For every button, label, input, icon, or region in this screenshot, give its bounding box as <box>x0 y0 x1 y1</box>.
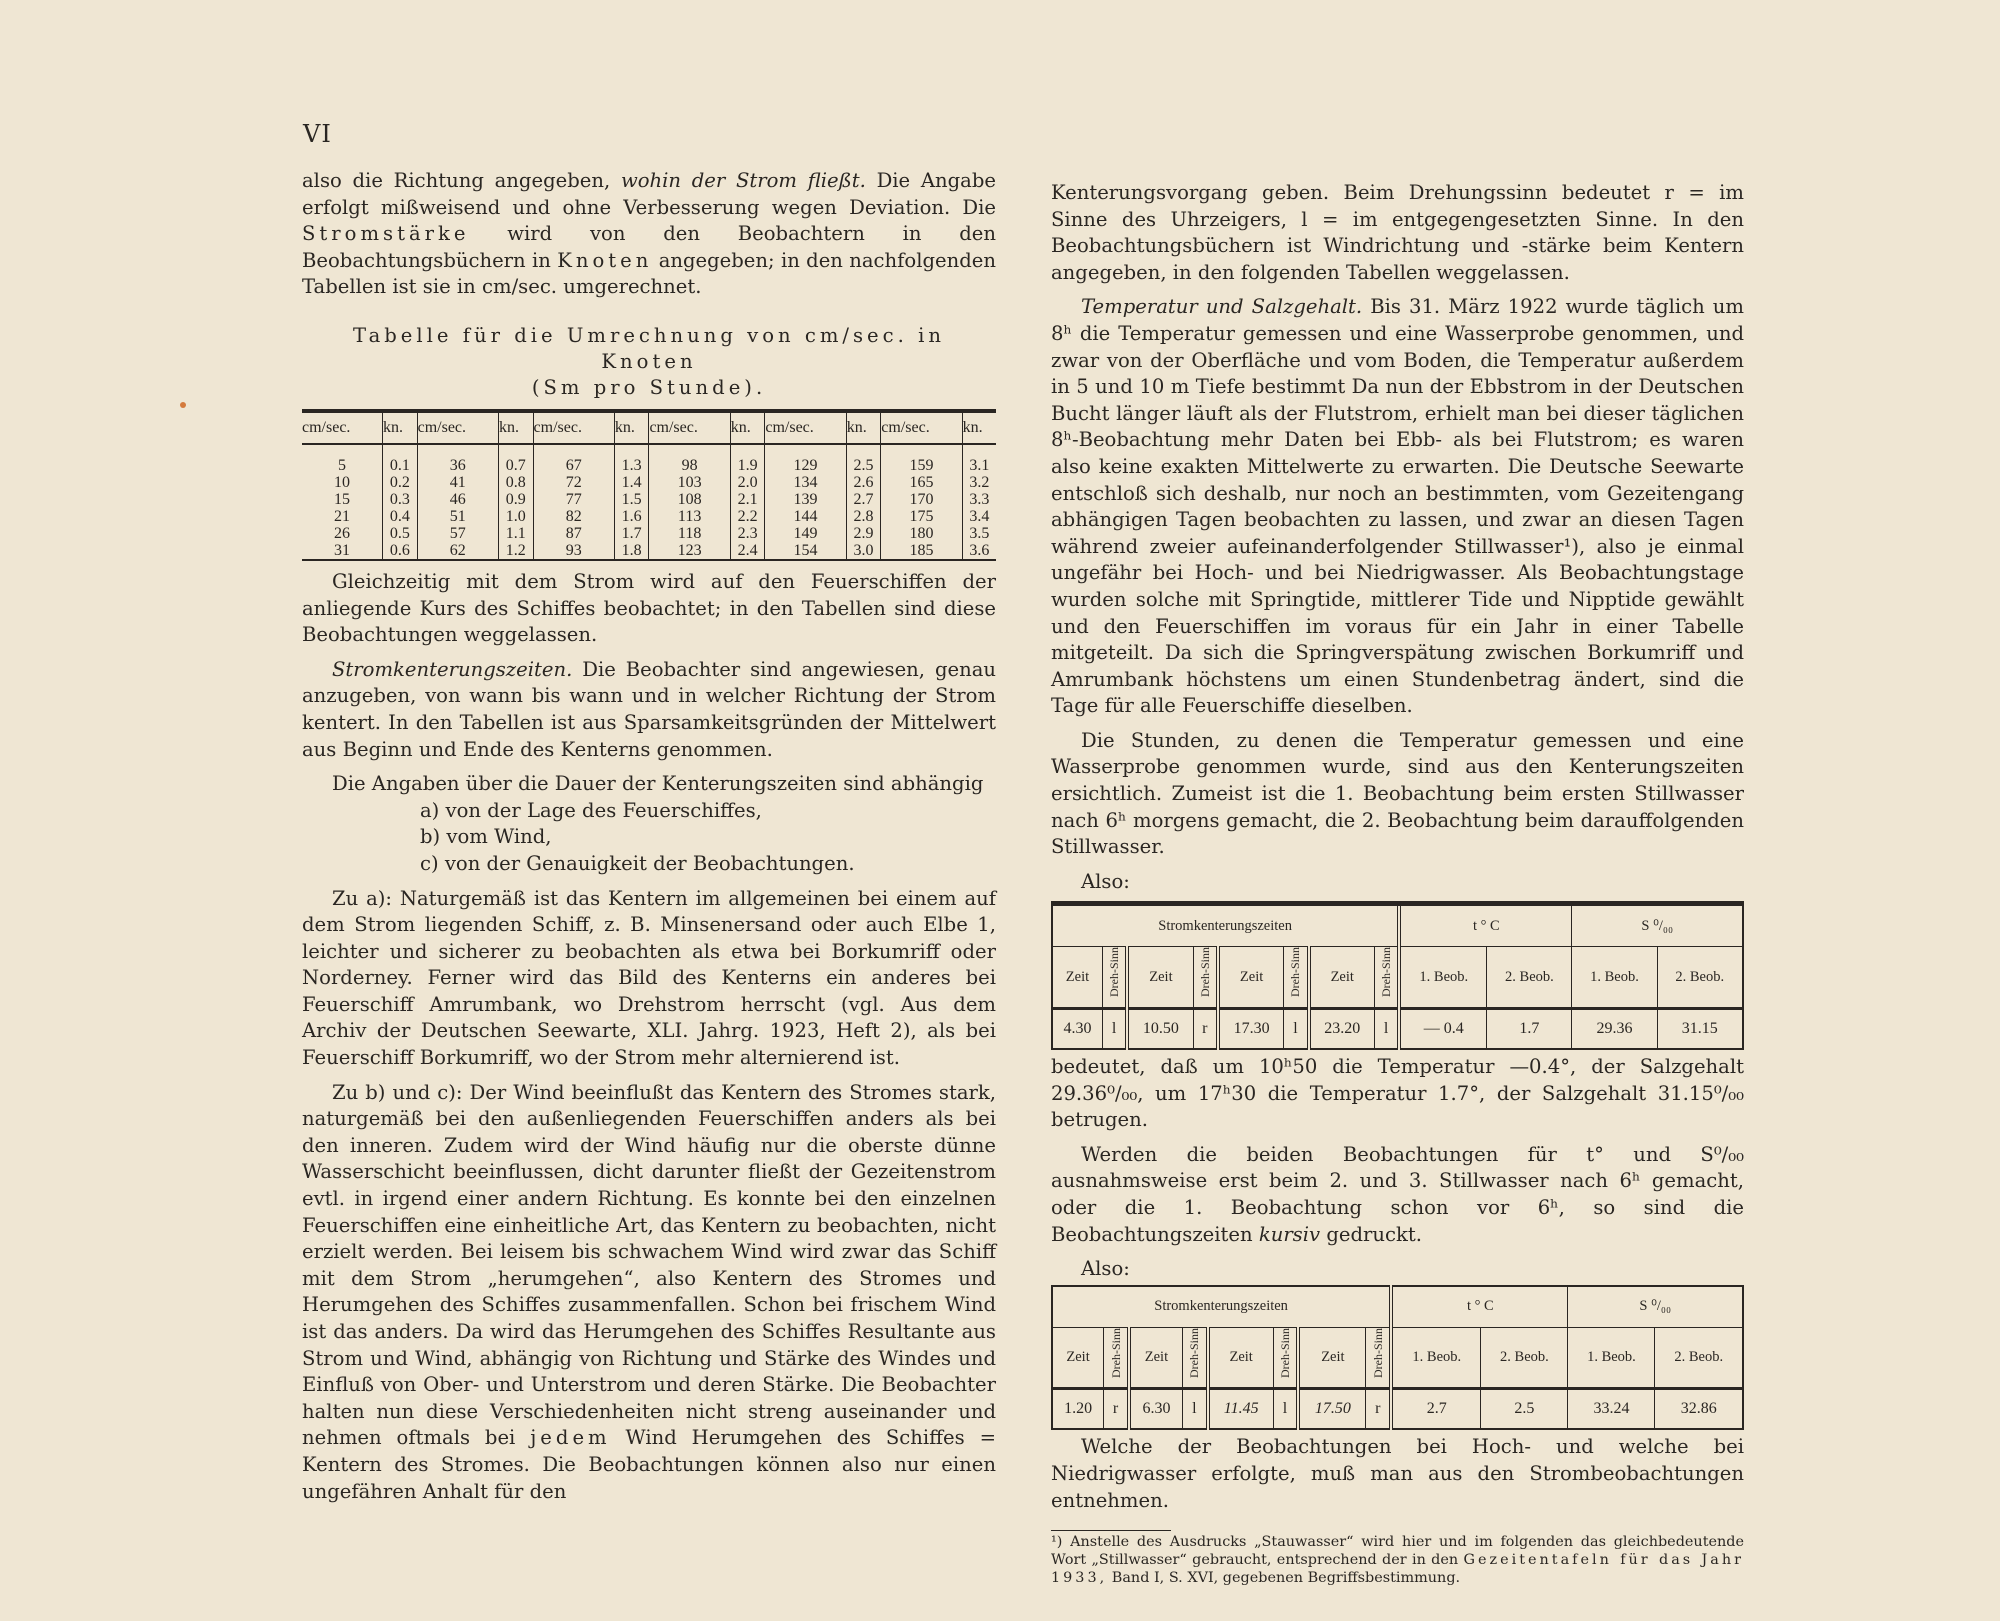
column-header: t ° C <box>1391 1286 1568 1328</box>
paragraph: Die Stunden, zu denen die Temperatur gemessen und eine Wasserprobe genommen wurde, sind aus den Kenterungszeiten ersichtlich. Zumeist ist die 1. Beobachtung beim ersten Stillwasser nach 6ʰ morgens gemacht, die 2. Beobachtung beim darauffolgenden Stillwasser. <box>1051 728 1744 859</box>
table-cell: 2.5 <box>846 444 881 474</box>
column-header <box>1284 947 1309 1009</box>
column-header: Stromkenterungszeiten <box>1052 904 1399 947</box>
rotated-label: Dreh-Sinn <box>1187 1327 1202 1378</box>
table-cell: 175 <box>881 508 962 525</box>
table-row <box>302 474 996 491</box>
column-header: kn. <box>498 411 533 444</box>
column-header: Zeit <box>1129 1327 1182 1389</box>
table-cell: 134 <box>765 474 846 491</box>
column-header: kn. <box>846 411 881 444</box>
list-item: c) von der Genauigkeit der Beobachtungen. <box>420 851 855 875</box>
table-cell: 185 <box>881 542 962 560</box>
table-cell: 1.8 <box>614 542 649 560</box>
table-cell: 10 <box>334 473 351 491</box>
table-cell: l <box>1102 1009 1127 1050</box>
table-cell: 1.6 <box>614 508 649 525</box>
table-cell: 170 <box>881 491 962 508</box>
paragraph <box>302 168 996 301</box>
table-row <box>1052 1009 1743 1050</box>
paragraph: Kenterungsvorgang geben. Beim Drehungssinn bedeutet r = im Sinne des Uhrzeigers, l = im entgegengesetzten Sinne. In den Beobachtungsbüchern ist Windrichtung und -stärke beim Kentern angegeben, in den folgenden Tabellen weggelassen. <box>1051 181 1744 284</box>
table-cell: 0.8 <box>498 474 533 491</box>
column-header: 1. Beob. <box>1568 1327 1655 1389</box>
text: Band I, S. XVI, gegebenen Begriffsbestimmung. <box>1111 1570 1461 1587</box>
column-header: t ° C <box>1399 904 1572 947</box>
italic-text: kursiv <box>1258 1222 1321 1246</box>
table-cell: 3.3 <box>962 491 996 508</box>
table-cell: 23.20 <box>1309 1009 1375 1050</box>
text: Zu b) und c): Der Wind beeinflußt das Kentern des Stromes stark, naturgemäß bei den außenliegenden Feuerschiffen anders als bei den inneren. Zudem wird der Wind häufig nur die oberste dünne Wasserschicht beeinflussen, dicht darunter fließt der Gezeitenstrom evtl. in irgend einer andern Richtung. Es konnte bei den einzelnen Feuerschiffen eine einheitliche Art, das Kentern zu beobachten, nicht erzielt werden. Bei leisem bis schwachem Wind wird zwar das Schiff mit dem Strom „herumgehen“, also Kentern des Stromes und Herumgehen des Schiffes zusammenfallen. Schon bei frischem Wind ist das anders. Da wird das Herumgehen des Schiffes Resultante aus Strom und Wind, abhängig von Richtung und Stärke des Windes und Einfluß von Ober- und Unterstrom und deren Stärke. Die Beobachter halten nun diese Verschiedenheiten nicht streng auseinander und nehmen oftmals bei <box>302 1080 996 1450</box>
table-cell: 6.30 <box>1129 1389 1182 1430</box>
table-header-row <box>1052 904 1743 947</box>
column-header: 2. Beob. <box>1487 947 1572 1009</box>
table-cell: 2.8 <box>846 508 881 525</box>
table-cell: 0.6 <box>383 542 418 560</box>
table-cell: 33.24 <box>1568 1389 1655 1430</box>
table-cell: 118 <box>649 525 730 542</box>
table-cell: 4.30 <box>1052 1009 1102 1050</box>
column-header <box>1273 1327 1298 1389</box>
spaced-text: Gezeitentafeln für das Jahr 1933, <box>1051 1552 1745 1587</box>
column-header <box>1374 947 1399 1009</box>
table-subheader-row <box>1052 1327 1743 1389</box>
column-header: Zeit <box>1218 947 1284 1009</box>
table-cell: 15 <box>334 490 351 508</box>
table-cell: 41 <box>417 474 498 491</box>
column-header <box>1193 947 1218 1009</box>
rotated-label: Dreh-Sinn <box>1370 1327 1385 1378</box>
column-header: S ⁰/₀₀ <box>1572 904 1743 947</box>
table-cell: 31 <box>334 541 351 559</box>
text: gedruckt. <box>1326 1222 1422 1246</box>
paper-spot <box>180 402 186 408</box>
table-cell: l <box>1273 1389 1298 1430</box>
table-caption <box>302 323 996 401</box>
spaced-text: Knoten <box>557 248 653 272</box>
table-subheader-row <box>1052 947 1743 1009</box>
table-row <box>302 542 996 560</box>
table-cell: 2.6 <box>846 474 881 491</box>
text: Die Beobachter sind angewiesen, genau anzugeben, von wann bis wann und in welcher Richtung der Strom kentert. In den Tabellen ist aus Sparsamkeitsgründen der Mittelwert aus Beginn und Ende des Kenterns genommen. <box>302 657 997 761</box>
caption-line: Tabelle für die Umrechnung von cm/sec. in Knoten <box>353 323 945 373</box>
column-header <box>1104 1327 1129 1389</box>
column-header: Zeit <box>1309 947 1375 1009</box>
table-cell: 17.30 <box>1218 1009 1284 1050</box>
text: ¹) Anstelle des Ausdrucks „Stauwasser“ wird hier und im folgenden das gleichbedeutende Wort „Stillwasser“ gebraucht, entsprechend der in den <box>1051 1534 1744 1569</box>
table-cell: 3.1 <box>962 444 996 474</box>
right-column <box>1051 180 1744 1587</box>
table-cell: 2.1 <box>730 491 765 508</box>
paragraph: Die Angaben über die Dauer der Kenterungszeiten sind abhängig <box>332 772 984 796</box>
text: also die Richtung angegeben, <box>302 169 611 192</box>
table-cell: 29.36 <box>1572 1009 1657 1050</box>
table-cell: 32.86 <box>1655 1389 1743 1430</box>
table-cell: 0.3 <box>383 491 418 508</box>
table-cell: 2.5 <box>1481 1389 1568 1430</box>
column-header: cm/sec. <box>417 411 498 444</box>
text: Die Angabe erfolgt mißweisend und ohne Verbesserung wegen Deviation. Die <box>302 169 997 219</box>
text: wird von den Beobachtern in den Beobachtungsbüchern in <box>302 222 996 272</box>
column-header: 1. Beob. <box>1391 1327 1481 1389</box>
table-cell: 103 <box>649 474 730 491</box>
column-header: 2. Beob. <box>1481 1327 1568 1389</box>
column-header: Zeit <box>1208 1327 1273 1389</box>
table-cell: 3.6 <box>962 542 996 560</box>
also-label: Also: <box>1081 1257 1130 1281</box>
list-item: b) vom Wind, <box>420 825 552 849</box>
table-cell: 1.0 <box>498 508 533 525</box>
conversion-table <box>302 409 996 561</box>
table-cell: 11.45 <box>1208 1389 1273 1430</box>
column-header <box>1366 1327 1391 1389</box>
table-cell: l <box>1182 1389 1207 1430</box>
table-cell: 72 <box>533 474 614 491</box>
rotated-label: Dreh-Sinn <box>1278 1327 1292 1378</box>
table-cell: 31.15 <box>1657 1009 1743 1050</box>
table-cell: 93 <box>533 542 614 560</box>
table-cell: 1.20 <box>1052 1389 1104 1430</box>
table-header-row <box>302 411 996 444</box>
table-cell: — 0.4 <box>1399 1009 1487 1050</box>
table-cell: 46 <box>417 491 498 508</box>
table-cell: 21 <box>334 507 351 525</box>
table-cell: l <box>1374 1009 1399 1050</box>
table-cell: 57 <box>417 525 498 542</box>
column-header: kn. <box>962 411 996 444</box>
column-header: cm/sec. <box>533 411 614 444</box>
table-cell: l <box>1284 1009 1309 1050</box>
table-cell: 113 <box>649 508 730 525</box>
observation-table-2 <box>1051 1285 1744 1431</box>
text: Wind Herumgehen des Schiffes = Kentern des Stromes. Die Beobachtungen können also nur einen ungefähren Anhalt für den <box>302 1426 997 1503</box>
column-header <box>1102 947 1127 1009</box>
table-cell: 51 <box>417 508 498 525</box>
table-cell: 2.2 <box>730 508 765 525</box>
text: Werden die beiden Beobachtungen für t° und S⁰/₀₀ ausnahmsweise erst beim 2. und 3. Stillwasser nach 6ʰ gemacht, oder die 1. Beobachtung schon vor 6ʰ, so sind die Beobachtungszeiten <box>1051 1142 1744 1246</box>
table-cell: 1.4 <box>614 474 649 491</box>
table-cell: 17.50 <box>1298 1389 1365 1430</box>
column-header: Stromkenterungszeiten <box>1052 1286 1391 1328</box>
table-cell: 67 <box>533 444 614 474</box>
table-cell: 1.7 <box>614 525 649 542</box>
paragraph: Zu a): Naturgemäß ist das Kentern im allgemeinen bei einem auf dem Strom liegenden Schiff, z. B. Minsenersand oder auch Elbe 1, leichter und sicherer zu beobachten als etwa bei Borkumriff oder Norderney. Ferner wird das Bild des Kenterns ein anderes bei Feuerschiff Amrumbank, wo Drehstrom herrscht (vgl. Aus dem Archiv der Deutschen Seewarte, XLI. Jahrg. 1923, Heft 2), als bei Feuerschiff Borkumriff, wo der Strom mehr alternierend ist. <box>302 886 996 1070</box>
table-cell: 1.9 <box>730 444 765 474</box>
column-header: Zeit <box>1052 947 1102 1009</box>
column-header: Zeit <box>1052 1327 1104 1389</box>
table-row <box>302 508 996 525</box>
paragraph <box>1051 1142 1744 1248</box>
table-cell: 2.4 <box>730 542 765 560</box>
table-cell: 144 <box>765 508 846 525</box>
table-cell: 1.3 <box>614 444 649 474</box>
italic-text: wohin der Strom fließt. <box>620 169 866 192</box>
list-item: a) von der Lage des Feuerschiffes, <box>420 798 762 822</box>
table-cell: 1.7 <box>1487 1009 1572 1050</box>
table-cell: 98 <box>649 444 730 474</box>
column-header: cm/sec. <box>881 411 962 444</box>
table-cell: 3.5 <box>962 525 996 542</box>
rotated-label: Dreh-Sinn <box>1107 947 1122 998</box>
table-cell: 108 <box>649 491 730 508</box>
table-cell: 2.0 <box>730 474 765 491</box>
table-row <box>302 491 996 508</box>
table-cell: 2.3 <box>730 525 765 542</box>
table-cell: 3.4 <box>962 508 996 525</box>
table-row <box>1052 1389 1743 1430</box>
table-cell: 159 <box>881 444 962 474</box>
column-header: kn. <box>614 411 649 444</box>
text: Bis 31. März 1922 wurde täglich um 8ʰ die Temperatur gemessen und eine Wasserprobe genommen, und zwar von der Oberfläche und vom Boden, die Temperatur außerdem in 5 und 10 m Tiefe bestimmt Da nun der Ebbstrom in der Deutschen Bucht länger läuft als der Flutstrom, erhielt man bei dieser täglichen 8ʰ-Beobachtung mehr Daten bei Ebb- als bei Flutstrom; es waren also keine exakten Mittelwerte zu erwarten. Die Deutsche Seewarte entschloß sich deshalb, nur noch an bestimmten, vom Gezeitengang abhängigen Tagen beobachten zu lassen, und zwar an diesen Tagen während zweier aufeinanderfolgender Stillwasser¹), also je einmal ungefähr bei Hoch- und bei Niedrigwasser. Als Beobachtungstage wurden solche mit Springtide, mittlerer Tide und Nipptide gewählt und den Feuerschiffen im voraus für ein Jahr in einer Tabelle mitgeteilt. Da sich die Springverspätung zwischen Borkumriff und Amrumbank höchstens um einen Stundenbetrag ändert, sind die Tage für alle Feuerschiffe dieselben. <box>1051 295 1745 718</box>
italic-heading: Stromkenterungszeiten. <box>332 657 573 681</box>
table-cell: 0.1 <box>383 444 418 474</box>
table-cell: 2.7 <box>846 491 881 508</box>
column-header: kn. <box>730 411 765 444</box>
footnote <box>1051 1533 1744 1587</box>
paragraph: Welche der Beobachtungen bei Hoch- und welche bei Niedrigwasser erfolgte, muß man aus den Strombeobachtungen entnehmen. <box>1051 1435 1744 1512</box>
rotated-label: Dreh-Sinn <box>1379 947 1394 998</box>
table-cell: 139 <box>765 491 846 508</box>
observation-table-1 <box>1051 901 1744 1050</box>
table-cell: 0.7 <box>498 444 533 474</box>
table-cell: 149 <box>765 525 846 542</box>
column-header: cm/sec. <box>302 411 383 444</box>
table-cell: 129 <box>765 444 846 474</box>
caption-line: (Sm pro Stunde). <box>531 375 767 399</box>
column-header: Zeit <box>1127 947 1193 1009</box>
table-cell: 0.4 <box>383 508 418 525</box>
page-number: VI <box>303 120 332 148</box>
also-label: Also: <box>1081 869 1130 893</box>
table-cell: 82 <box>533 508 614 525</box>
table-cell: 26 <box>334 524 351 542</box>
column-header <box>1182 1327 1207 1389</box>
table-cell: 180 <box>881 525 962 542</box>
footnote-divider <box>1051 1530 1171 1531</box>
table-cell: r <box>1366 1389 1391 1430</box>
table-row <box>302 444 996 474</box>
rotated-label: Dreh-Sinn <box>1288 947 1303 998</box>
column-header: 1. Beob. <box>1572 947 1657 1009</box>
table-cell: 123 <box>649 542 730 560</box>
italic-heading: Temperatur und Salzgehalt. <box>1081 295 1363 319</box>
paragraph <box>1051 294 1744 720</box>
table-cell: 1.5 <box>614 491 649 508</box>
table-cell: 87 <box>533 525 614 542</box>
table-cell: 62 <box>417 542 498 560</box>
column-header: cm/sec. <box>765 411 846 444</box>
table-cell: 77 <box>533 491 614 508</box>
paragraph <box>302 657 996 763</box>
list <box>302 798 996 878</box>
table-row <box>302 525 996 542</box>
table-cell: r <box>1193 1009 1218 1050</box>
table-cell: 3.0 <box>846 542 881 560</box>
table-cell: 1.1 <box>498 525 533 542</box>
rotated-label: Dreh-Sinn <box>1108 1327 1123 1378</box>
table-cell: 36 <box>417 444 498 474</box>
paragraph: Gleichzeitig mit dem Strom wird auf den Feuerschiffen der anliegende Kurs des Schiffes beobachtet; in den Tabellen sind diese Beobachtungen weggelassen. <box>302 569 996 647</box>
table-cell: 0.5 <box>383 525 418 542</box>
column-header: Zeit <box>1298 1327 1365 1389</box>
rotated-label: Dreh-Sinn <box>1197 947 1212 998</box>
spaced-text: jedem <box>530 1426 611 1450</box>
table-cell: 1.2 <box>498 542 533 560</box>
column-header: 2. Beob. <box>1655 1327 1743 1389</box>
table-cell: 10.50 <box>1127 1009 1193 1050</box>
table-cell: 0.9 <box>498 491 533 508</box>
table-header-row <box>1052 1286 1743 1328</box>
table-cell: 2.7 <box>1391 1389 1481 1430</box>
paragraph: bedeutet, daß um 10ʰ50 die Temperatur —0.4°, der Salzgehalt 29.36⁰/₀₀, um 17ʰ30 die Temperatur 1.7°, der Salzgehalt 31.15⁰/₀₀ betrugen. <box>1051 1055 1744 1132</box>
table-cell: 165 <box>881 474 962 491</box>
column-header: kn. <box>383 411 418 444</box>
table-cell: 3.2 <box>962 474 996 491</box>
column-header: cm/sec. <box>649 411 730 444</box>
left-column <box>302 168 996 1505</box>
table-cell: r <box>1104 1389 1129 1430</box>
table-cell: 5 <box>338 456 347 474</box>
spaced-text: Stromstärke <box>302 222 470 246</box>
column-header: 2. Beob. <box>1657 947 1743 1009</box>
table-cell: 154 <box>765 542 846 560</box>
table-cell: 2.9 <box>846 525 881 542</box>
conversion-table-body <box>302 444 996 560</box>
text: angegeben; in den nachfolgenden Tabellen ist sie in cm/sec. umgerechnet. <box>302 248 996 299</box>
column-header: 1. Beob. <box>1399 947 1487 1009</box>
table-cell: 0.2 <box>383 474 418 491</box>
column-header: S ⁰/₀₀ <box>1568 1286 1743 1328</box>
paragraph <box>302 1080 996 1506</box>
